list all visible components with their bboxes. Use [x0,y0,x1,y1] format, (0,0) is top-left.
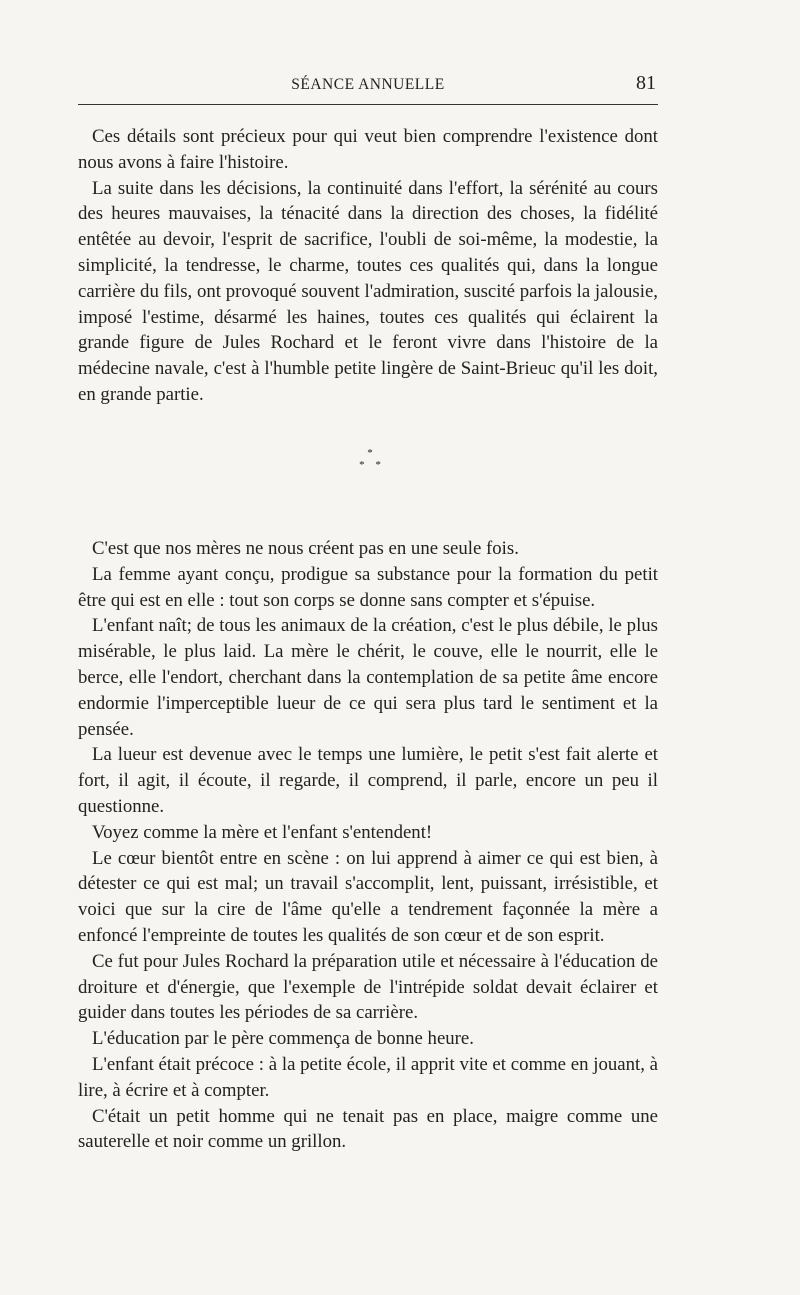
paragraph: C'est que nos mères ne nous créent pas en une seule fois. [92,538,519,559]
paragraph: Ce fut pour Jules Rochard la préparation utile et nécessaire à l'éducation de droiture et d'énergie, que l'exemple de l'intrépide soldat devait éclairer et guider dans toutes les périodes de sa carrière. [78,950,658,1024]
section-separator-asterism [330,448,410,472]
paragraph: L'enfant était précoce : à la petite école, il apprit vite et comme en jouant, à lire, à écrire et à compter. [78,1053,658,1101]
paragraph: C'était un petit homme qui ne tenait pas en place, maigre comme une sauterelle et noir comme un grillon. [78,1105,658,1153]
paragraph: La suite dans les décisions, la continuité dans l'effort, la sérénité au cours des heures mauvaises, la ténacité dans la direction des choses, la fidélité entêtée au devoir, l'esprit de sacrifice, l'oubli de soi-même, la modestie, la simplicité, la tendresse, le charme, toutes ces qualités qui, dans la longue carrière du fils, ont provoqué souvent l'admiration, suscité parfois la jalousie, imposé l'estime, désarmé les haines, toutes ces qualités qui éclairent la grande figure de Jules Rochard et le feront vivre dans l'histoire de la médecine navale, c'est à l'humble petite lingère de Saint-Brieuc qu'il les doit, en grande partie. [78,177,658,405]
text-block-1 [78,124,658,408]
page-header [78,64,658,105]
paragraph: Ces détails sont précieux pour qui veut bien comprendre l'existence dont nous avons à faire l'histoire. [78,126,658,173]
asterisk-left: * [359,459,365,471]
paragraph: La lueur est devenue avec le temps une lumière, le petit s'est fait alerte et fort, il agit, il écoute, il regarde, il comprend, il parle, encore un peu il questionne. [78,744,658,817]
page-number: 81 [636,72,656,94]
asterisk-top: * [367,447,373,459]
text-block-2 [78,536,658,1155]
running-head: SÉANCE ANNUELLE [291,76,445,93]
paragraph: L'enfant naît; de tous les animaux de la création, c'est le plus débile, le plus misérable, le plus laid. La mère le chérit, le couve, elle le nourrit, elle le berce, elle l'endort, cherchant dans la contemplation de sa petite âme encore endormie l'imperceptible lueur de ce qui sera plus tard le sentiment et la pensée. [78,615,658,740]
asterisk-right: * [375,459,381,471]
paragraph: L'éducation par le père commença de bonne heure. [92,1028,474,1050]
paragraph: Voyez comme la mère et l'enfant s'entendent! [92,821,433,843]
paragraph: La femme ayant conçu, prodigue sa substance pour la formation du petit être qui est en elle : tout son corps se donne sans compter et s'épuise. [78,563,658,611]
paragraph: Le cœur bientôt entre en scène : on lui apprend à aimer ce qui est bien, à détester ce qui est mal; un travail s'accomplit, lent, puissant, irrésistible, et voici que sur la cire de l'âme qu'elle a tendrement façonnée la mère a enfoncé l'empreinte de toutes les qualités de son cœur et de son esprit. [78,847,658,946]
